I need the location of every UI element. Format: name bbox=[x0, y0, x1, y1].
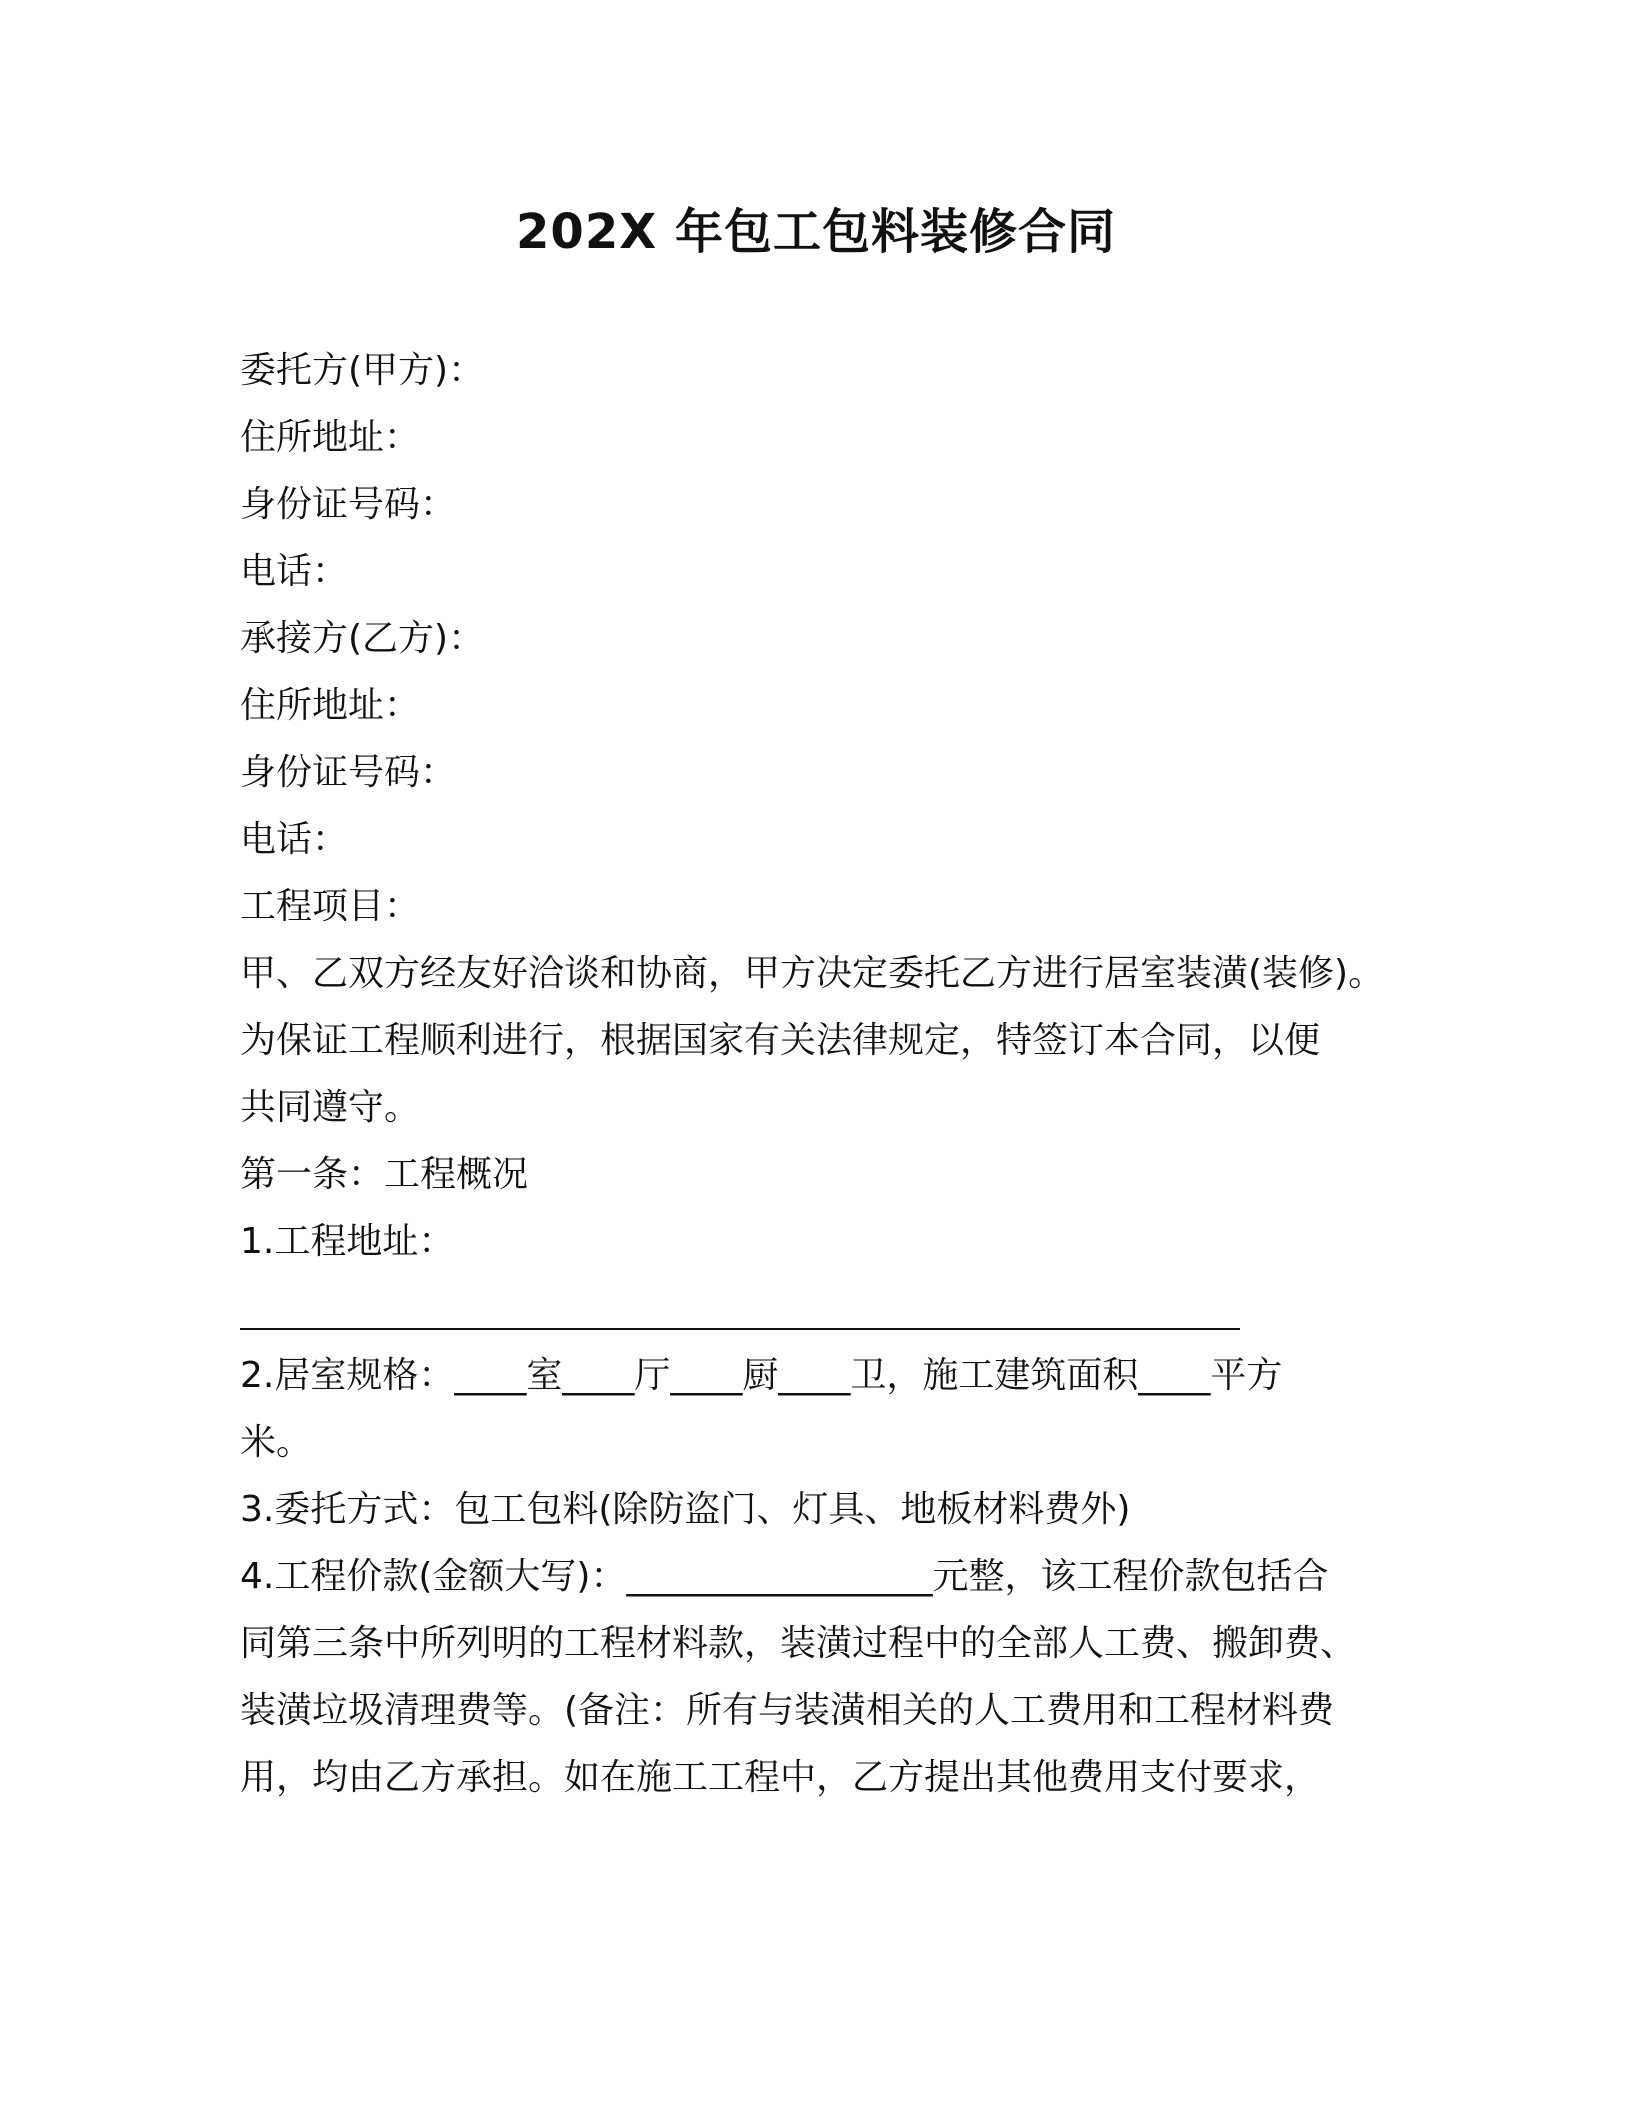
text-line: 共同遵守。 bbox=[240, 1087, 421, 1128]
text-line: 用，均由乙方承担。如在施工工程中，乙方提出其他费用支付要求， bbox=[240, 1757, 1321, 1798]
text-line: 工程项目： bbox=[240, 886, 421, 927]
text-line: 委托方(甲方)： bbox=[240, 350, 485, 391]
underline-rule bbox=[240, 1328, 1240, 1330]
document-body bbox=[240, 337, 1420, 1811]
text-line: 住所地址： bbox=[240, 685, 421, 726]
text-line: 住所地址： bbox=[240, 417, 421, 458]
text-line: 身份证号码： bbox=[240, 752, 457, 793]
text-line: 米。 bbox=[240, 1422, 313, 1463]
text-line: 装潢垃圾清理费等。(备注：所有与装潢相关的人工费用和工程材料费 bbox=[240, 1690, 1335, 1731]
text-line: 3.委托方式：包工包料(除防盗门、灯具、地板材料费外) bbox=[240, 1489, 1131, 1530]
text-line: 承接方(乙方)： bbox=[240, 618, 485, 659]
text-line: 电话： bbox=[240, 551, 349, 592]
text-line: 身份证号码： bbox=[240, 484, 457, 525]
text-line: 同第三条中所列明的工程材料款，装潢过程中的全部人工费、搬卸费、 bbox=[240, 1623, 1357, 1664]
document-title: 202X 年包工包料装修合同 bbox=[516, 204, 1116, 260]
text-line: 4.工程价款(金额大写)：_________________元整，该工程价款包括合 bbox=[240, 1556, 1329, 1597]
address-blank-line bbox=[240, 1275, 1420, 1342]
text-line: 2.居室规格：____室____厅____厨____卫，施工建筑面积____平方 bbox=[240, 1355, 1283, 1396]
text-line: 为保证工程顺利进行，根据国家有关法律规定，特签订本合同，以便 bbox=[240, 1020, 1321, 1061]
text-line: 电话： bbox=[240, 819, 349, 860]
section-heading: 第一条：工程概况 bbox=[240, 1154, 529, 1195]
text-line: 1.工程地址： bbox=[240, 1221, 455, 1262]
text-line: 甲、乙双方经友好洽谈和协商，甲方决定委托乙方进行居室装潢(装修)。 bbox=[240, 953, 1385, 994]
